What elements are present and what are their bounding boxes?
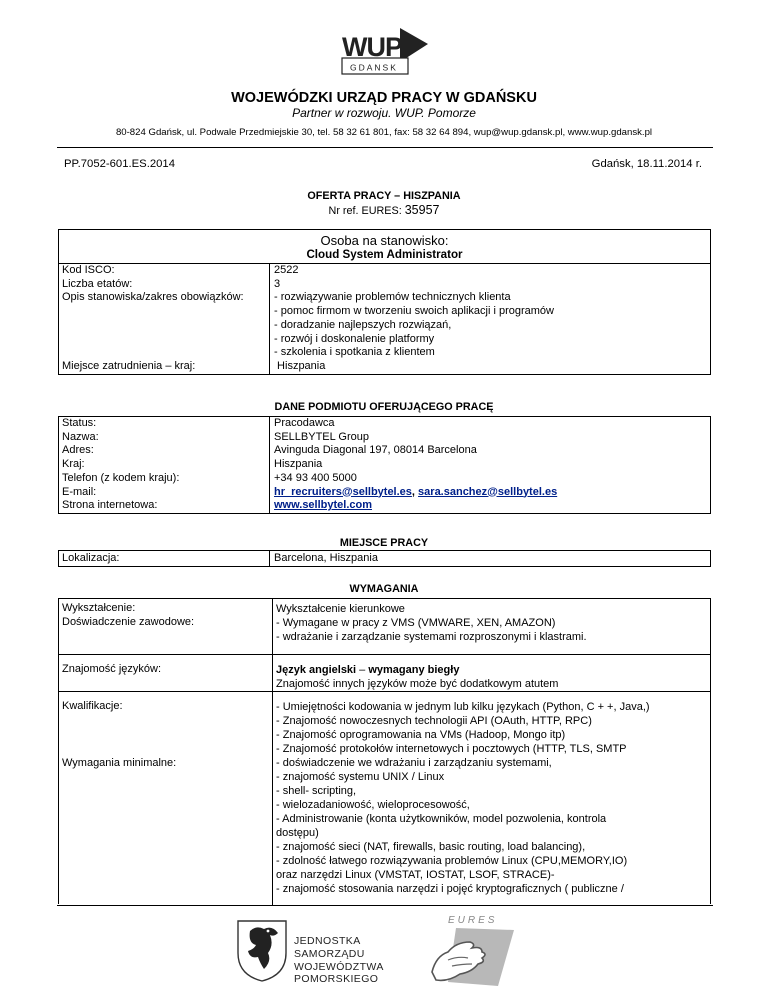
duties-row [59, 291, 710, 360]
email-value [269, 486, 710, 500]
languages-main [276, 663, 558, 677]
footer-line: WOJEWÓDZTWA [294, 960, 384, 973]
footer-line: JEDNOSTKA [294, 935, 361, 947]
position-header-label: Osoba na stanowisko: [320, 233, 449, 248]
qualification-line: - Umiejętności kodowania w jednym lub kilku językach (Python, C + +, Java,) [276, 701, 650, 713]
footer-line: POMORSKIEGO [294, 973, 379, 986]
isco-label: Kod ISCO: [62, 264, 115, 276]
employer-email-row [59, 486, 710, 500]
header-divider [57, 147, 713, 148]
griffin-emblem-icon [234, 917, 290, 983]
education-label: Wykształcenie: [62, 602, 136, 614]
languages-note: Znajomość innych języków może być dodatkowym atutem [276, 678, 559, 690]
logo-text: WUP [342, 32, 402, 62]
logo-subtext: GDANSK [350, 62, 398, 73]
count-label: Liczba etatów: [62, 277, 133, 290]
qualification-line: oraz narzędzi Linux (VMSTAT, IOSTAT, LSOF, STRACE)- [276, 869, 555, 881]
qualification-line: - wielozadaniowość, wieloprocesowość, [276, 799, 470, 811]
row-divider [59, 654, 710, 655]
employer-name-row [59, 431, 710, 445]
requirements-table [58, 598, 711, 904]
qualification-line: - znajomość sieci (NAT, firewalls, basic routing, load balancing), [276, 841, 586, 853]
place-label: Miejsce zatrudnienia – kraj: [62, 359, 196, 372]
duties-label: Opis stanowiska/zakres obowiązków: [62, 291, 244, 304]
status-label: Status: [62, 417, 97, 429]
name-value: SELLBYTEL Group [269, 431, 710, 445]
qualification-line: - doświadczenie we wdrażaniu i zarządzaniu systemami, [276, 757, 552, 769]
offer-reference [0, 203, 768, 217]
address-value: Avinguda Diagonal 197, 08014 Barcelona [269, 444, 710, 458]
employer-status-row [59, 417, 710, 431]
email-link-1[interactable]: hr_recruiters@sellbytel.es [274, 485, 412, 498]
org-name: WOJEWÓDZKI URZĄD PRACY W GDAŃSKU [231, 90, 537, 106]
location-row [59, 551, 710, 566]
qualification-line: - zdolność łatwego rozwiązywania problemów Linux (CPU,MEMORY,IO) [276, 855, 628, 867]
employer-table [58, 416, 711, 514]
position-title: Cloud System Administrator [59, 248, 710, 264]
languages-values [276, 663, 558, 691]
qualification-line: - znajomość systemu UNIX / Linux [276, 771, 445, 783]
eures-hand-icon [426, 912, 518, 990]
duties-list [269, 291, 710, 360]
offer-ref-number: 35957 [404, 203, 440, 217]
email-separator: , [411, 485, 419, 498]
languages-level: wymagany biegły [368, 664, 460, 676]
requirements-section-title: WYMAGANIA [349, 583, 419, 595]
qualification-line: - znajomość stosowania narzędzi i pojęć kryptograficznych ( publiczne / [276, 883, 624, 895]
qualifications-label: Kwalifikacje: [62, 700, 123, 712]
employer-address-row [59, 444, 710, 458]
isco-row [59, 264, 710, 278]
document-reference: PP.7052-601.ES.2014 [64, 158, 175, 170]
footer-institution [294, 935, 384, 986]
qualification-line: - Znajomość protokołów internetowych i pocztowych (HTTP, TLS, SMTP [276, 743, 627, 755]
www-label: Strona internetowa: [62, 499, 158, 512]
email-link-2[interactable]: sara.sanchez@sellbytel.es [418, 485, 558, 498]
duty-item: - szkolenia i spotkania z klientem [274, 346, 435, 359]
location-value: Barcelona, Hiszpania [269, 551, 710, 566]
location-table [58, 550, 711, 567]
languages-label: Znajomość języków: [62, 663, 162, 675]
phone-label: Telefon (z kodem kraju): [62, 471, 180, 484]
languages-name: Język angielski [276, 664, 357, 676]
experience-label: Doświadczenie zawodowe: [62, 616, 195, 628]
isco-value: 2522 [269, 264, 710, 278]
wup-logo [336, 22, 430, 76]
country-value: Hiszpania [269, 458, 710, 472]
pomorskie-coat-of-arms [234, 917, 290, 983]
footer-line: SAMORZĄDU [294, 947, 365, 960]
education-values [276, 602, 587, 644]
employer-country-row [59, 458, 710, 472]
employer-section-title: DANE PODMIOTU OFERUJĄCEGO PRACĘ [274, 401, 494, 413]
country-label: Kraj: [62, 458, 85, 471]
phone-value: +34 93 400 5000 [269, 472, 710, 486]
count-value: 3 [269, 278, 710, 292]
offer-ref-label: Nr ref. EURES: [328, 205, 405, 217]
status-value: Pracodawca [269, 417, 710, 431]
eures-logo [426, 912, 518, 990]
email-label: E-mail: [62, 485, 97, 498]
minimum-requirements-label: Wymagania minimalne: [62, 757, 177, 769]
row-divider [59, 691, 710, 692]
requirements-column-divider [272, 599, 273, 905]
offer-title: OFERTA PRACY – HISZPANIA [307, 190, 461, 202]
place-row [59, 360, 710, 374]
count-row [59, 278, 710, 292]
duty-item: - rozwiązywanie problemów technicznych klienta [274, 291, 511, 304]
wup-logo-graphic [336, 22, 430, 76]
qualification-line: - Administrowanie (konta użytkowników, model pozwolenia, kontrola [276, 813, 607, 825]
www-link[interactable]: www.sellbytel.com [274, 499, 373, 512]
name-label: Nazwa: [62, 430, 99, 443]
qualifications-list [276, 700, 706, 896]
employer-phone-row [59, 472, 710, 486]
place-value: Hiszpania [269, 360, 710, 374]
address-label: Adres: [62, 444, 94, 457]
contact-line: 80-824 Gdańsk, ul. Podwale Przedmiejskie 30, tel. 58 32 61 801, fax: 58 32 64 894, wup@wup.gdansk.pl, www.wup.gdansk.pl [115, 127, 653, 138]
qualification-line: dostępu) [276, 827, 319, 839]
footer-divider [57, 905, 713, 906]
education-line: Wykształcenie kierunkowe [276, 603, 405, 615]
document-date: Gdańsk, 18.11.2014 r. [591, 158, 702, 170]
duty-item: - pomoc firmom w tworzeniu swoich aplikacji i programów [274, 305, 554, 318]
qualification-line: - Znajomość nowoczesnych technologii API (OAuth, HTTP, RPC) [276, 715, 592, 727]
duty-item: - rozwój i doskonalenie platformy [274, 332, 435, 345]
org-tagline: Partner w rozwoju. WUP. Pomorze [292, 106, 476, 120]
languages-dash: – [356, 664, 369, 676]
position-table [58, 229, 711, 375]
employer-www-row [59, 499, 710, 513]
eures-logo-text: EURES [448, 915, 498, 926]
qualification-line: - Znajomość oprogramowania na VMs (Hadoop, Mongo itp) [276, 729, 566, 741]
education-line: - Wymagane w pracy z VMS (VMWARE, XEN, AMAZON) [276, 617, 556, 629]
education-line: - wdrażanie i zarządzanie systemami rozproszonymi i klastrami. [276, 631, 587, 643]
www-value [269, 499, 710, 513]
qualification-line: - shell- scripting, [276, 785, 357, 797]
location-section-title: MIEJSCE PRACY [339, 537, 429, 549]
location-label: Lokalizacja: [62, 552, 120, 564]
duty-item: - doradzanie najlepszych rozwiązań, [274, 318, 452, 331]
